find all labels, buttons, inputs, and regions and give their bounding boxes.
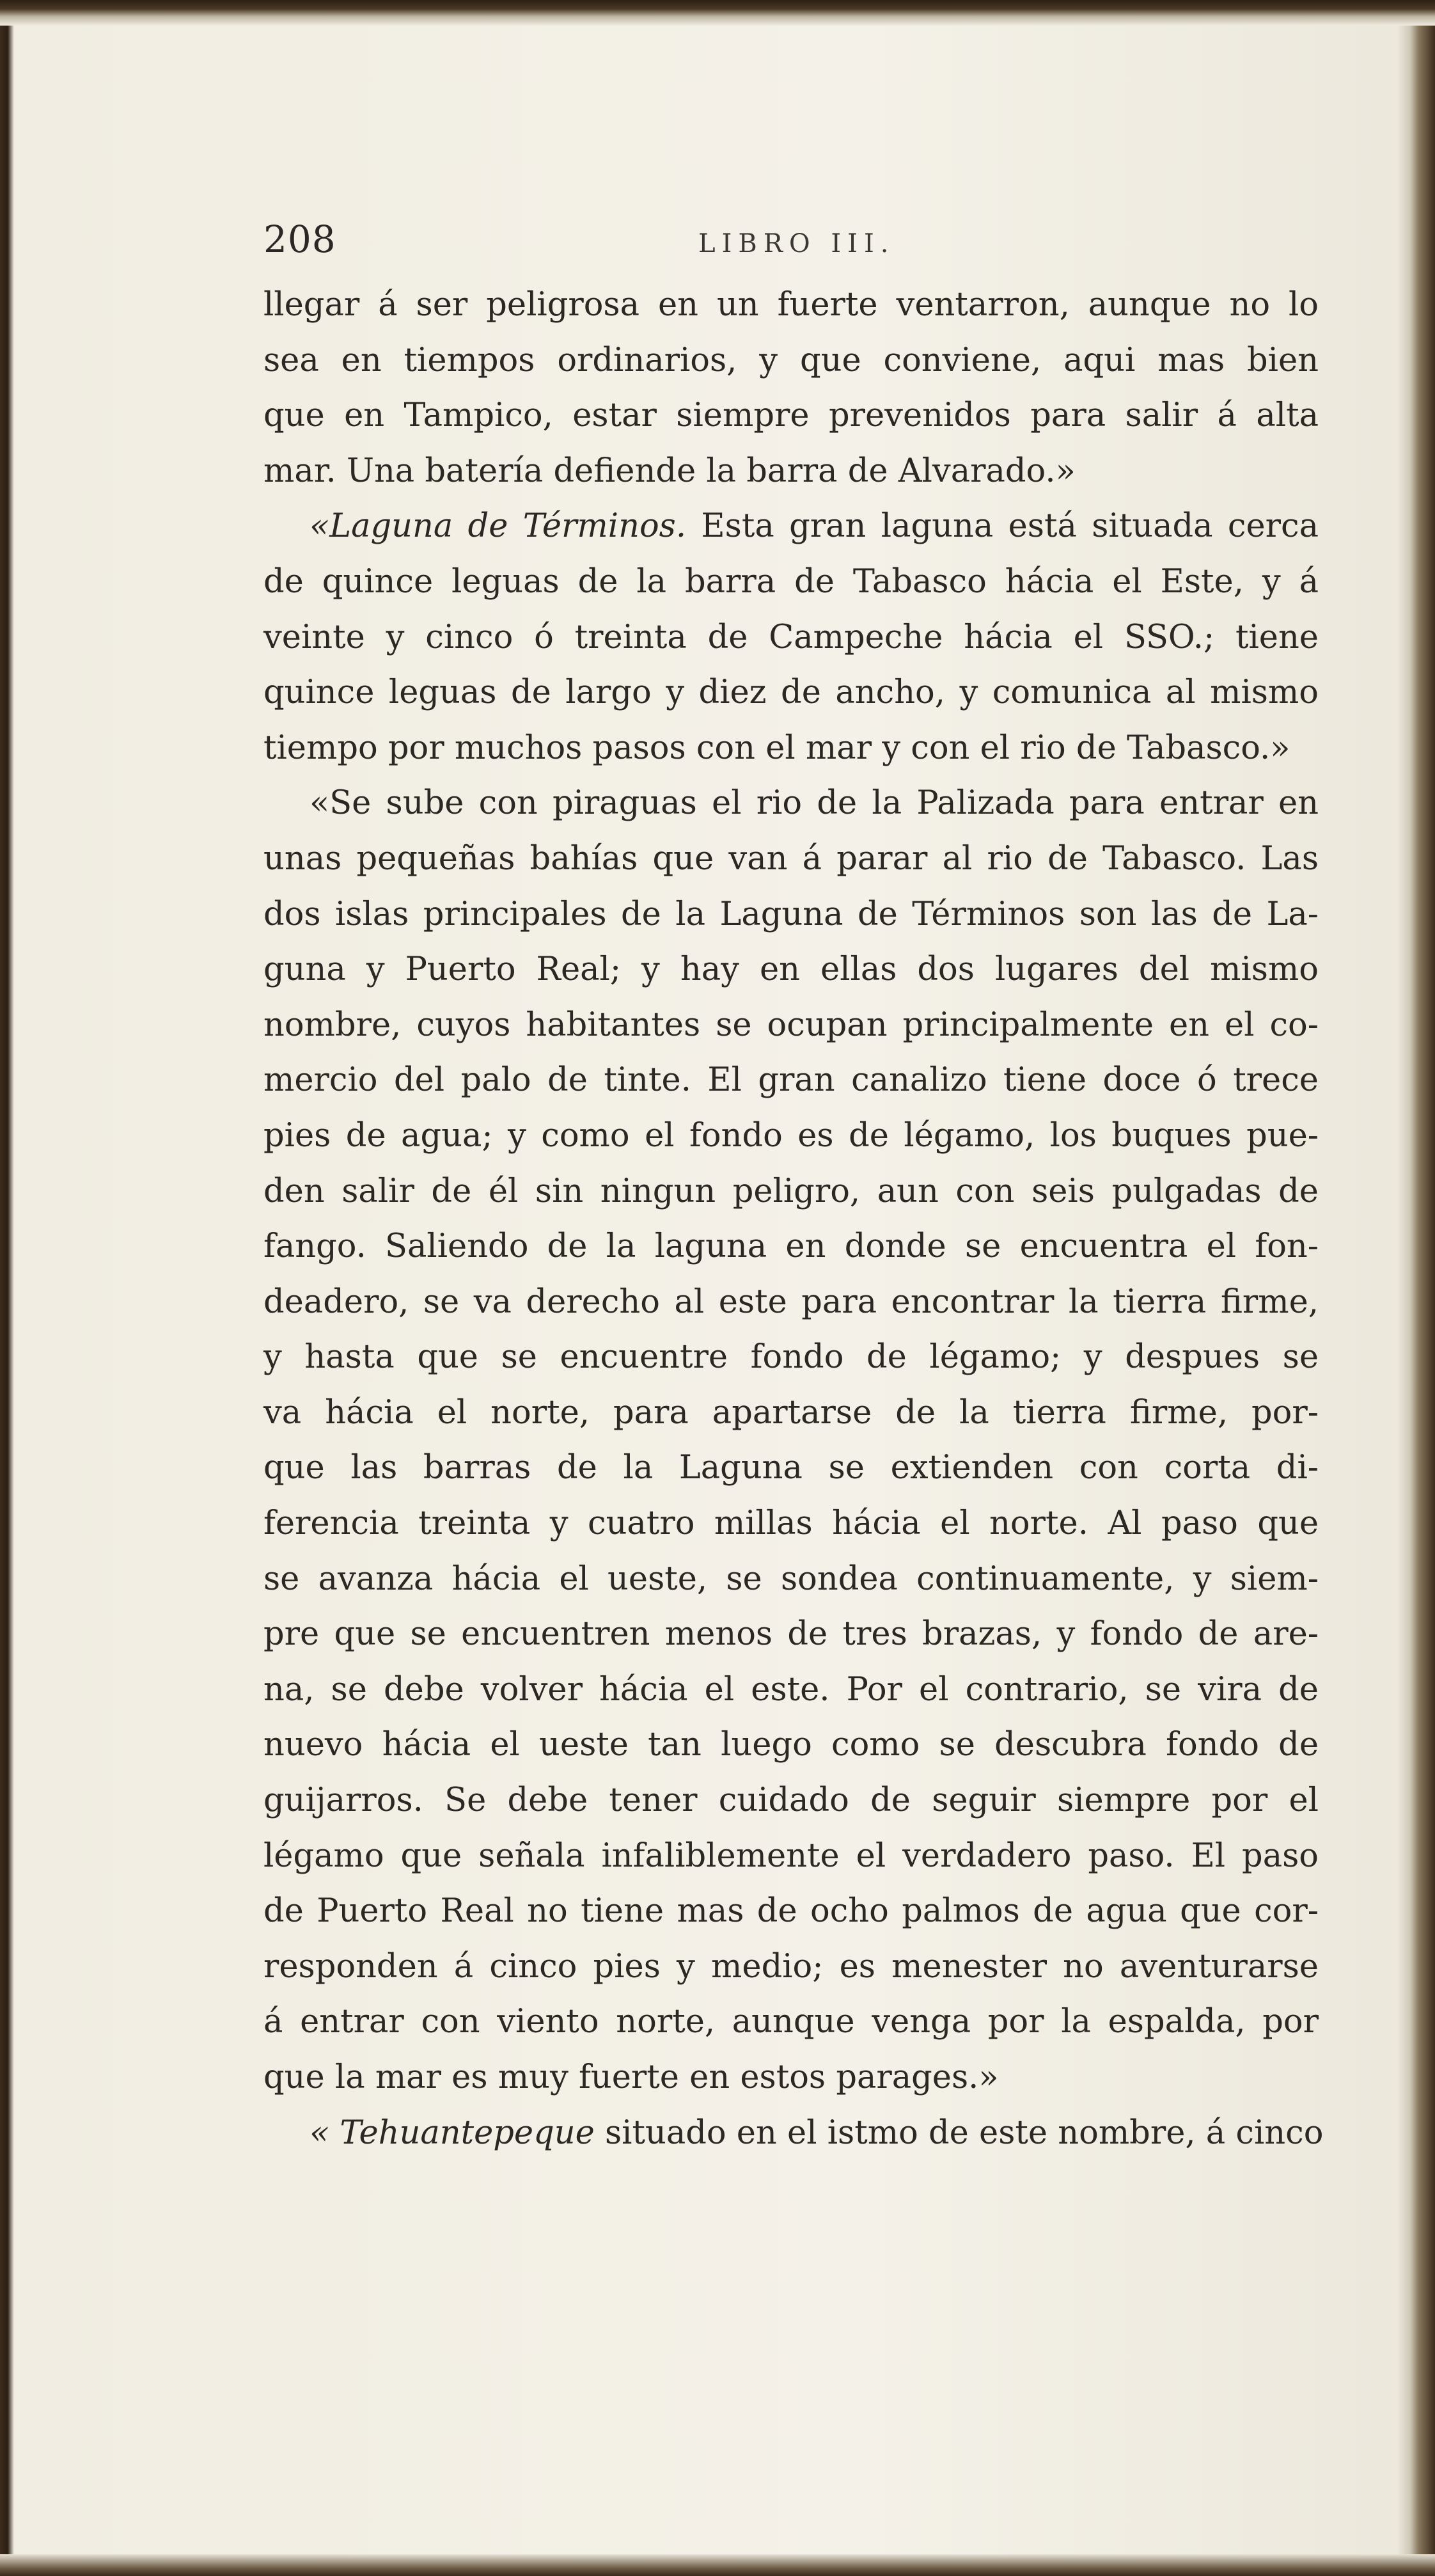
text-line [263,887,1319,943]
line-text: guna y Puerto Real; y hay en ellas dos lugares del mismo [263,951,1319,989]
line-text: que las barras de la Laguna se extienden con corta di- [263,1449,1319,1487]
text-line [263,2106,1324,2161]
text-line [263,1552,1319,1608]
text-line [263,1053,1319,1109]
page-header [263,217,1319,275]
text-line [263,444,1319,500]
italic-heading: «Laguna de Términos. [310,507,687,546]
page-top-edge [0,0,1435,26]
page-number: 208 [263,217,336,261]
text-line [263,1164,1319,1220]
text-line [263,610,1319,666]
line-text: va hácia el norte, para apartarse de la tierra firme, por- [263,1393,1319,1432]
line-text: ferencia treinta y cuatro millas hácia el norte. Al paso que [263,1505,1319,1543]
line-text: de quince leguas de la barra de Tabasco hácia el Este, y á [263,562,1319,601]
line-text: llegar á ser peligrosa en un fuerte ventarron, aunque no lo [263,286,1319,324]
line-text: unas pequeñas bahías que van á parar al rio de Tabasco. Las [263,839,1319,878]
line-text: guijarros. Se debe tener cuidado de seguir siempre por el [263,1782,1319,1820]
text-line [263,1330,1319,1386]
text-line [263,1663,1319,1718]
book-page [263,217,1324,2161]
line-text: nombre, cuyos habitantes se ocupan principalmente en el co- [263,1006,1319,1044]
line-text: que la mar es muy fuerte en estos parages.» [263,2058,999,2096]
line-text: légamo que señala infaliblemente el verdadero paso. El paso [263,1837,1319,1875]
text-line [263,333,1319,389]
text-line [263,278,1319,333]
line-text: sea en tiempos ordinarios, y que conviene, aqui mas bien [263,341,1319,379]
text-line [263,721,1319,777]
line-text: á entrar con viento norte, aunque venga por la espalda, por [263,2003,1319,2041]
line-text: Esta gran laguna está situada cerca [686,507,1319,546]
body-text [263,278,1324,2161]
text-line [263,665,1319,721]
line-text: dos islas principales de la Laguna de Términos son las de La- [263,895,1319,933]
italic-heading: « Tehuantepeque [310,2114,595,2152]
line-text: situado en el istmo de este nombre, á cinco [594,2114,1324,2152]
line-text: que en Tampico, estar siempre prevenidos para salir á alta [263,397,1319,435]
text-line [263,1219,1319,1275]
running-head: LIBRO III. [698,229,895,258]
line-text: den salir de él sin ningun peligro, aun con seis pulgadas de [263,1172,1319,1210]
line-text: quince leguas de largo y diez de ancho, y comunica al mismo [263,674,1319,712]
line-text: veinte y cinco ó treinta de Campeche hácia el SSO.; tiene [263,618,1319,656]
line-text: mar. Una batería defiende la barra de Alvarado.» [263,452,1076,490]
text-line [263,998,1319,1054]
text-line [263,1995,1319,2050]
line-text: mercio del palo de tinte. El gran canalizo tiene doce ó trece [263,1061,1319,1100]
text-line [263,1718,1319,1773]
line-text: responden á cinco pies y medio; es menester no aventurarse [263,1947,1319,1986]
text-line [263,832,1319,887]
text-line [263,1607,1319,1663]
text-line [263,776,1319,832]
text-line [263,555,1319,610]
page-bottom-edge [0,2554,1435,2576]
line-text: «Se sube con piraguas el rio de la Palizada para entrar en [310,784,1319,823]
line-text: nuevo hácia el ueste tan luego como se descubra fondo de [263,1726,1319,1764]
text-line [263,942,1319,998]
line-text: deadero, se va derecho al este para encontrar la tierra firme, [263,1283,1319,1321]
line-text: se avanza hácia el ueste, se sondea continuamente, y siem- [263,1560,1319,1598]
text-line [263,1496,1319,1552]
line-text: pre que se encuentren menos de tres brazas, y fondo de are- [263,1615,1319,1654]
text-line [263,1773,1319,1829]
text-line [263,1386,1319,1441]
text-line [263,388,1319,444]
text-line [263,499,1319,555]
line-text: tiempo por muchos pasos con el mar y con el rio de Tabasco.» [263,729,1290,767]
text-line [263,1884,1319,1940]
text-line [263,1940,1319,1995]
text-line [263,1829,1319,1885]
text-line [263,1441,1319,1496]
line-text: pies de agua; y como el fondo es de légamo, los buques pue- [263,1116,1319,1155]
text-line [263,1275,1319,1331]
text-line [263,2050,1319,2106]
line-text: fango. Saliendo de la laguna en donde se encuentra el fon- [263,1228,1319,1266]
line-text: y hasta que se encuentre fondo de légamo; y despues se [263,1338,1319,1377]
line-text: na, se debe volver hácia el este. Por el contrario, se vira de [263,1670,1319,1709]
line-text: de Puerto Real no tiene mas de ocho palmos de agua que cor- [263,1892,1319,1931]
text-line [263,1109,1319,1164]
